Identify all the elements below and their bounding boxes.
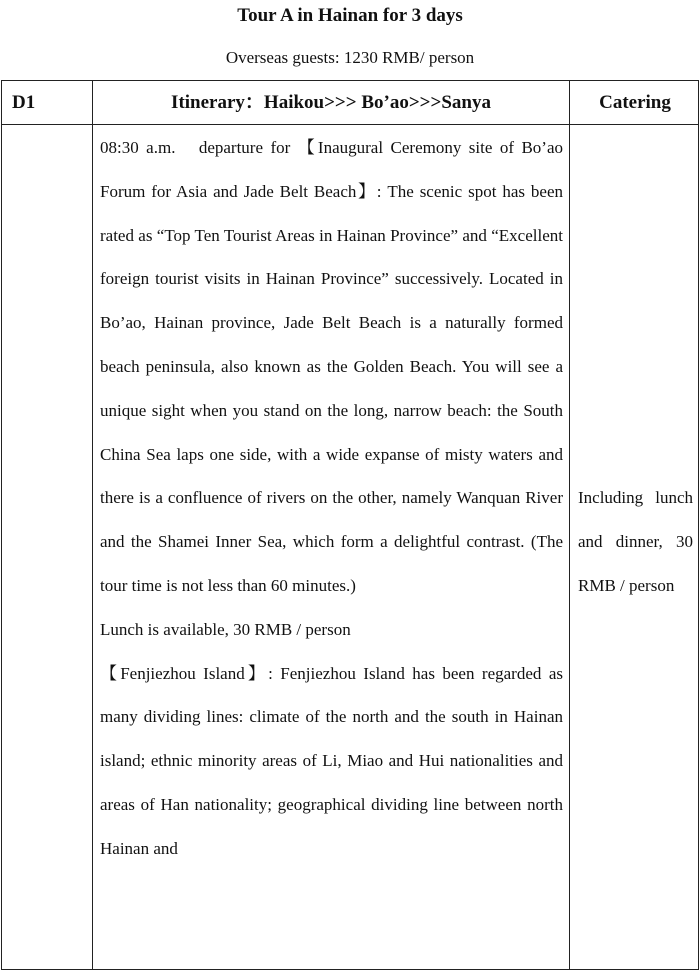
header-catering: Catering (599, 92, 671, 113)
price-subtitle: Overseas guests: 1230 RMB/ person (225, 48, 475, 67)
document-title: Tour A in Hainan for 3 days (237, 5, 463, 26)
column-divider-day (92, 81, 93, 969)
itinerary-cell (100, 126, 563, 871)
itinerary-paragraph-jade-belt-beach: 08:30 a.m. departure for 【Inaugural Ceremony site of Bo’ao Forum for Asia and Jade Belt Beach】: The scenic spot has been rated as “Top Ten Tourist Areas in Hainan Province” and “Excellent foreign tourist visits in Hainan Province” successively. Located in Bo’ao, Hainan province, Jade Belt Beach is a naturally formed beach peninsula, also known as the Golden Beach. You will see a unique sight when you stand on the long, narrow beach: the South China Sea laps one side, with a wide expanse of misty waters and there is a confluence of rivers on the other, namely Wanquan River and the Shamei Inner Sea, which form a delightful contrast. (The tour time is not less than 60 minutes.) (100, 138, 563, 595)
header-itinerary: Itinerary：Haikou>>> Bo’ao>>>Sanya (171, 92, 491, 113)
itinerary-paragraph-fenjiezhou: 【Fenjiezhou Island】: Fenjiezhou Island has been regarded as many dividing lines: climate of the north and the south in Hainan island; ethnic minority areas of Li, Miao and Hui nationalities and areas of Han nationality; geographical dividing line between north Hainan and (100, 663, 563, 858)
header-divider (2, 124, 698, 125)
itinerary-table (1, 80, 699, 970)
column-divider-catering (569, 81, 570, 969)
header-day: D1 (12, 92, 36, 113)
catering-cell: Including lunch and dinner, 30 RMB / person (578, 488, 693, 595)
itinerary-paragraph-lunch: Lunch is available, 30 RMB / person (100, 619, 351, 639)
